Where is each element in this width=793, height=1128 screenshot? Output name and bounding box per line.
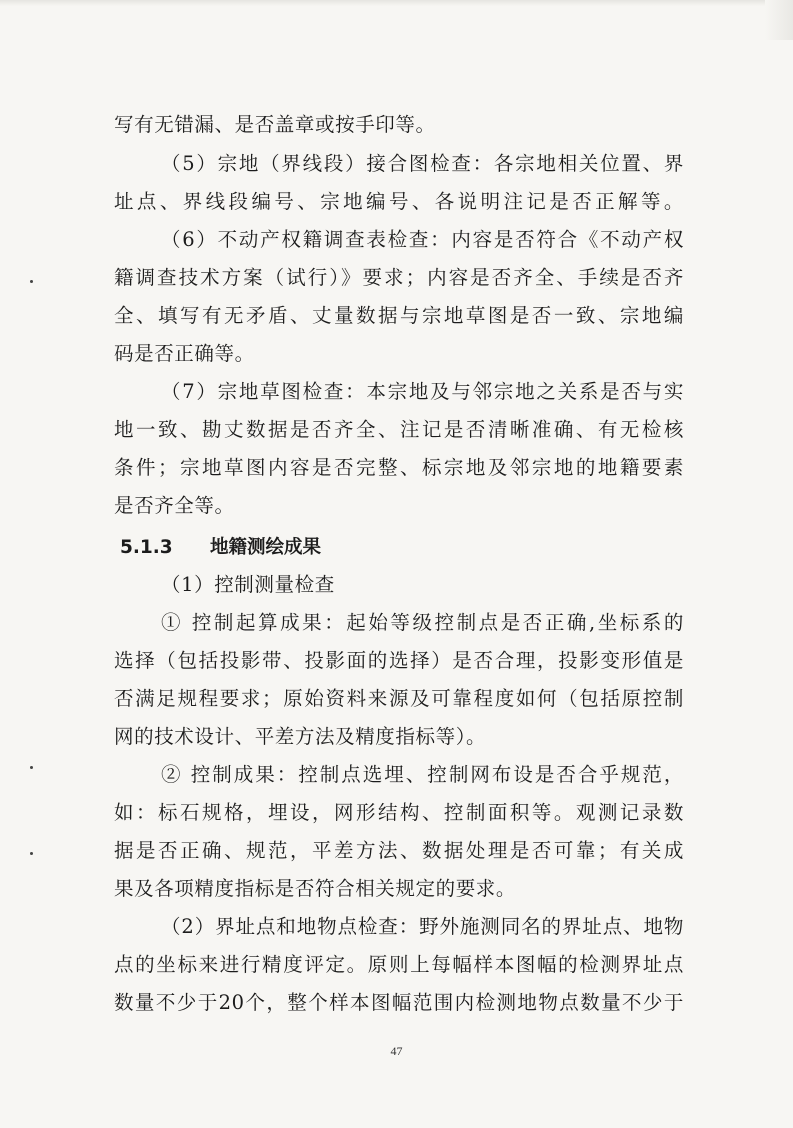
body-line: 数量不少于20个，整个样本图幅范围内检测地物点数量不少于 <box>114 991 684 1014</box>
body-line: 否满足规程要求；原始资料来源及可靠程度如何（包括原控制 <box>114 687 684 710</box>
body-line: （1）控制测量检查 <box>161 573 335 596</box>
body-line: 果及各项精度指标是否符合相关规定的要求。 <box>114 877 517 900</box>
body-line: 地一致、勘丈数据是否齐全、注记是否清晰准确、有无检核 <box>114 418 684 441</box>
body-line: 网的技术设计、平差方法及精度指标等）。 <box>114 725 487 748</box>
body-line: 籍调查技术方案（试行）》要求；内容是否齐全、手续是否齐 <box>114 266 684 289</box>
body-line: （2）界址点和地物点检查：野外施测同名的界址点、地物 <box>161 915 684 938</box>
body-line: 如：标石规格，埋设，网形结构、控制面积等。观测记录数 <box>114 801 684 824</box>
body-line: 点的坐标来进行精度评定。原则上每幅样本图幅的检测界址点 <box>114 953 684 976</box>
page-number: 47 <box>390 1044 403 1058</box>
scan-speck <box>30 852 33 855</box>
scan-speck <box>30 280 33 283</box>
section-heading <box>120 536 321 560</box>
body-line: 写有无错漏、是否盖章或按手印等。 <box>114 113 436 136</box>
section-number: 5.1.3 <box>120 537 173 558</box>
body-line: 条件；宗地草图内容是否完整、标宗地及邻宗地的地籍要素 <box>114 456 684 479</box>
body-line: ② 控制成果：控制点选埋、控制网布设是否合乎规范， <box>161 763 684 786</box>
body-line: 是否齐全等。 <box>114 494 235 517</box>
body-line: ① 控制起算成果：起始等级控制点是否正确,坐标系的 <box>161 611 684 634</box>
body-line: 码是否正确等。 <box>114 342 255 365</box>
body-line: 据是否正确、规范，平差方法、数据处理是否可靠；有关成 <box>114 839 684 862</box>
section-title: 地籍测绘成果 <box>210 537 322 558</box>
body-line: （7）宗地草图检查：本宗地及与邻宗地之关系是否与实 <box>161 380 684 403</box>
body-line: （6）不动产权籍调查表检查：内容是否符合《不动产权 <box>161 228 684 251</box>
body-line: 址点、界线段编号、宗地编号、各说明注记是否正解等。 <box>114 190 684 213</box>
body-line: （5）宗地（界线段）接合图检查：各宗地相关位置、界 <box>161 152 684 175</box>
scan-speck <box>30 766 33 769</box>
body-line: 全、填写有无矛盾、丈量数据与宗地草图是否一致、宗地编 <box>114 304 684 327</box>
body-line: 选择（包括投影带、投影面的选择）是否合理，投影变形值是 <box>114 649 684 672</box>
